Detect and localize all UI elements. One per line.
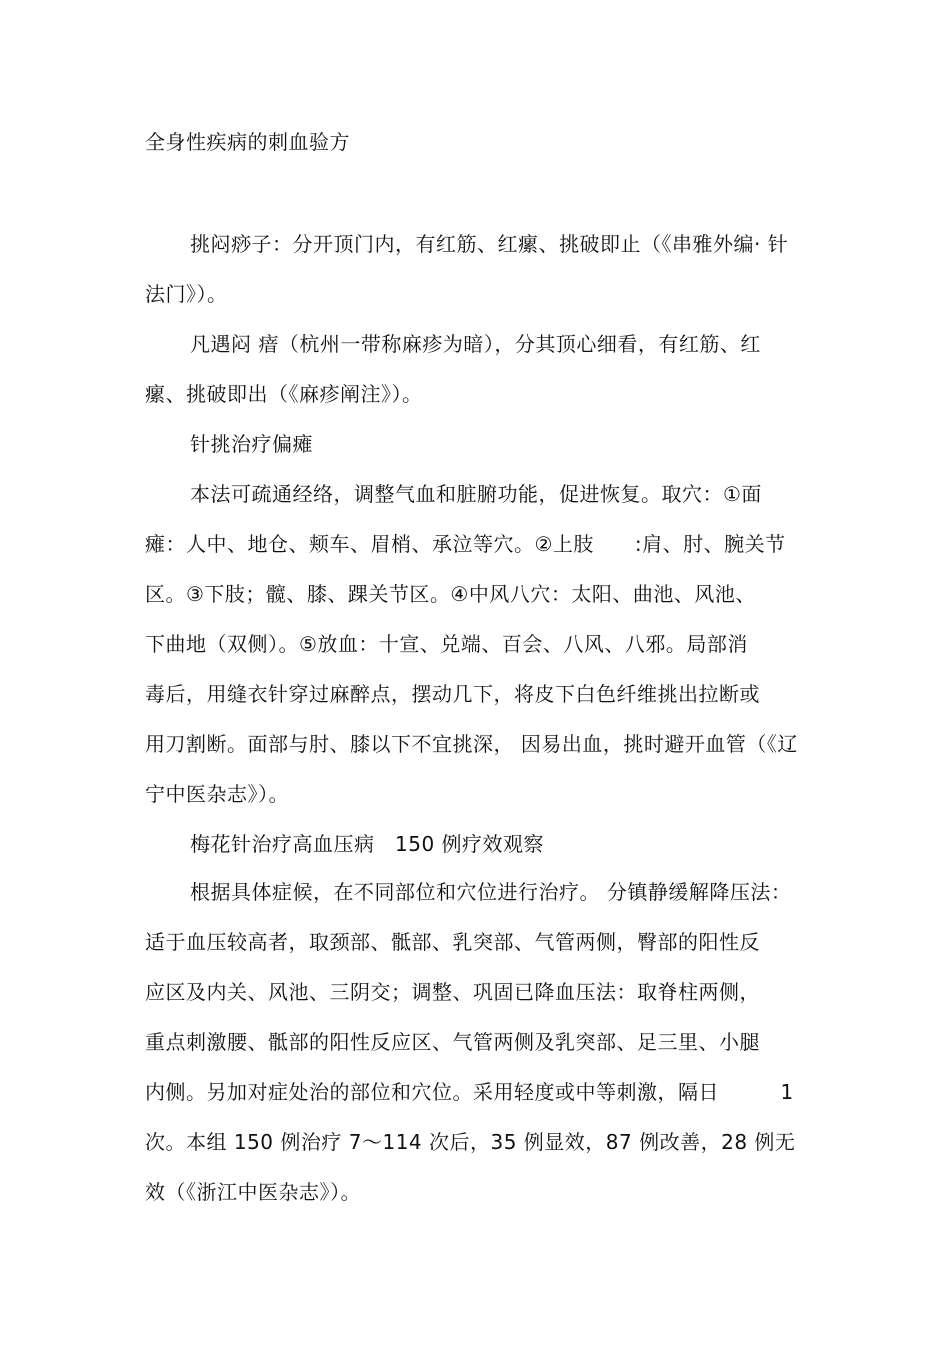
paragraph-line: 下曲地（双侧）。⑤放血：十宣、兑端、百会、八风、八邪。局部消: [145, 632, 748, 656]
paragraph-line: 凡遇闷 瘖（杭州一带称麻疹为暗），分其顶心细看，有红筋、红: [190, 332, 761, 356]
paragraph-line: 宁中医杂志》）。: [145, 782, 289, 806]
paragraph-line: 本法可疏通经络，调整气血和脏腑功能，促进恢复。取穴：①面: [190, 482, 762, 506]
paragraph-line: 瘰、挑破即出（《麻疹阐注》）。: [145, 382, 423, 406]
paragraph-line: 瘫：人中、地仓、颊车、眉梢、承泣等穴。②上肢 :肩、肘、腕关节: [145, 532, 786, 556]
paragraph-line: 用刀割断。面部与肘、膝以下不宜挑深， 因易出血，挑时避开血管（《辽: [145, 732, 798, 756]
paragraph-line: 内侧。另加对症处治的部位和穴位。采用轻度或中等刺激，隔日 1: [145, 1080, 794, 1104]
paragraph-line: 法门》）。: [145, 282, 228, 306]
paragraph-line: 区。③下肢；髋、膝、踝关节区。④中风八穴：太阳、曲池、风池、: [145, 582, 756, 606]
document-title: 全身性疾病的刺血验方: [145, 130, 350, 154]
section-heading: 梅花针治疗高血压病 150 例疗效观察: [190, 832, 545, 856]
section-heading: 针挑治疗偏瘫: [190, 432, 313, 456]
paragraph-line: 应区及内关、风池、三阴交；调整、巩固已降血压法：取脊柱两侧，: [145, 980, 760, 1004]
paragraph-line: 适于血压较高者，取颈部、骶部、乳突部、气管两侧，臀部的阳性反: [145, 930, 760, 954]
paragraph-line: 根据具体症候，在不同部位和穴位进行治疗。 分镇静缓解降压法：: [190, 880, 792, 904]
paragraph-line: 挑闷痧子：分开顶门内，有红筋、红瘰、挑破即止（《串雅外编· 针: [190, 232, 789, 256]
paragraph-line: 次。本组 150 例治疗 7～114 次后，35 例显效，87 例改善，28 例无: [145, 1130, 796, 1154]
paragraph-line: 效（《浙江中医杂志》）。: [145, 1180, 361, 1204]
paragraph-line: 毒后，用缝衣针穿过麻醉点，摆动几下，将皮下白色纤维挑出拉断或: [145, 682, 760, 706]
paragraph-line: 重点刺激腰、骶部的阳性反应区、气管两侧及乳突部、足三里、小腿: [145, 1030, 760, 1054]
